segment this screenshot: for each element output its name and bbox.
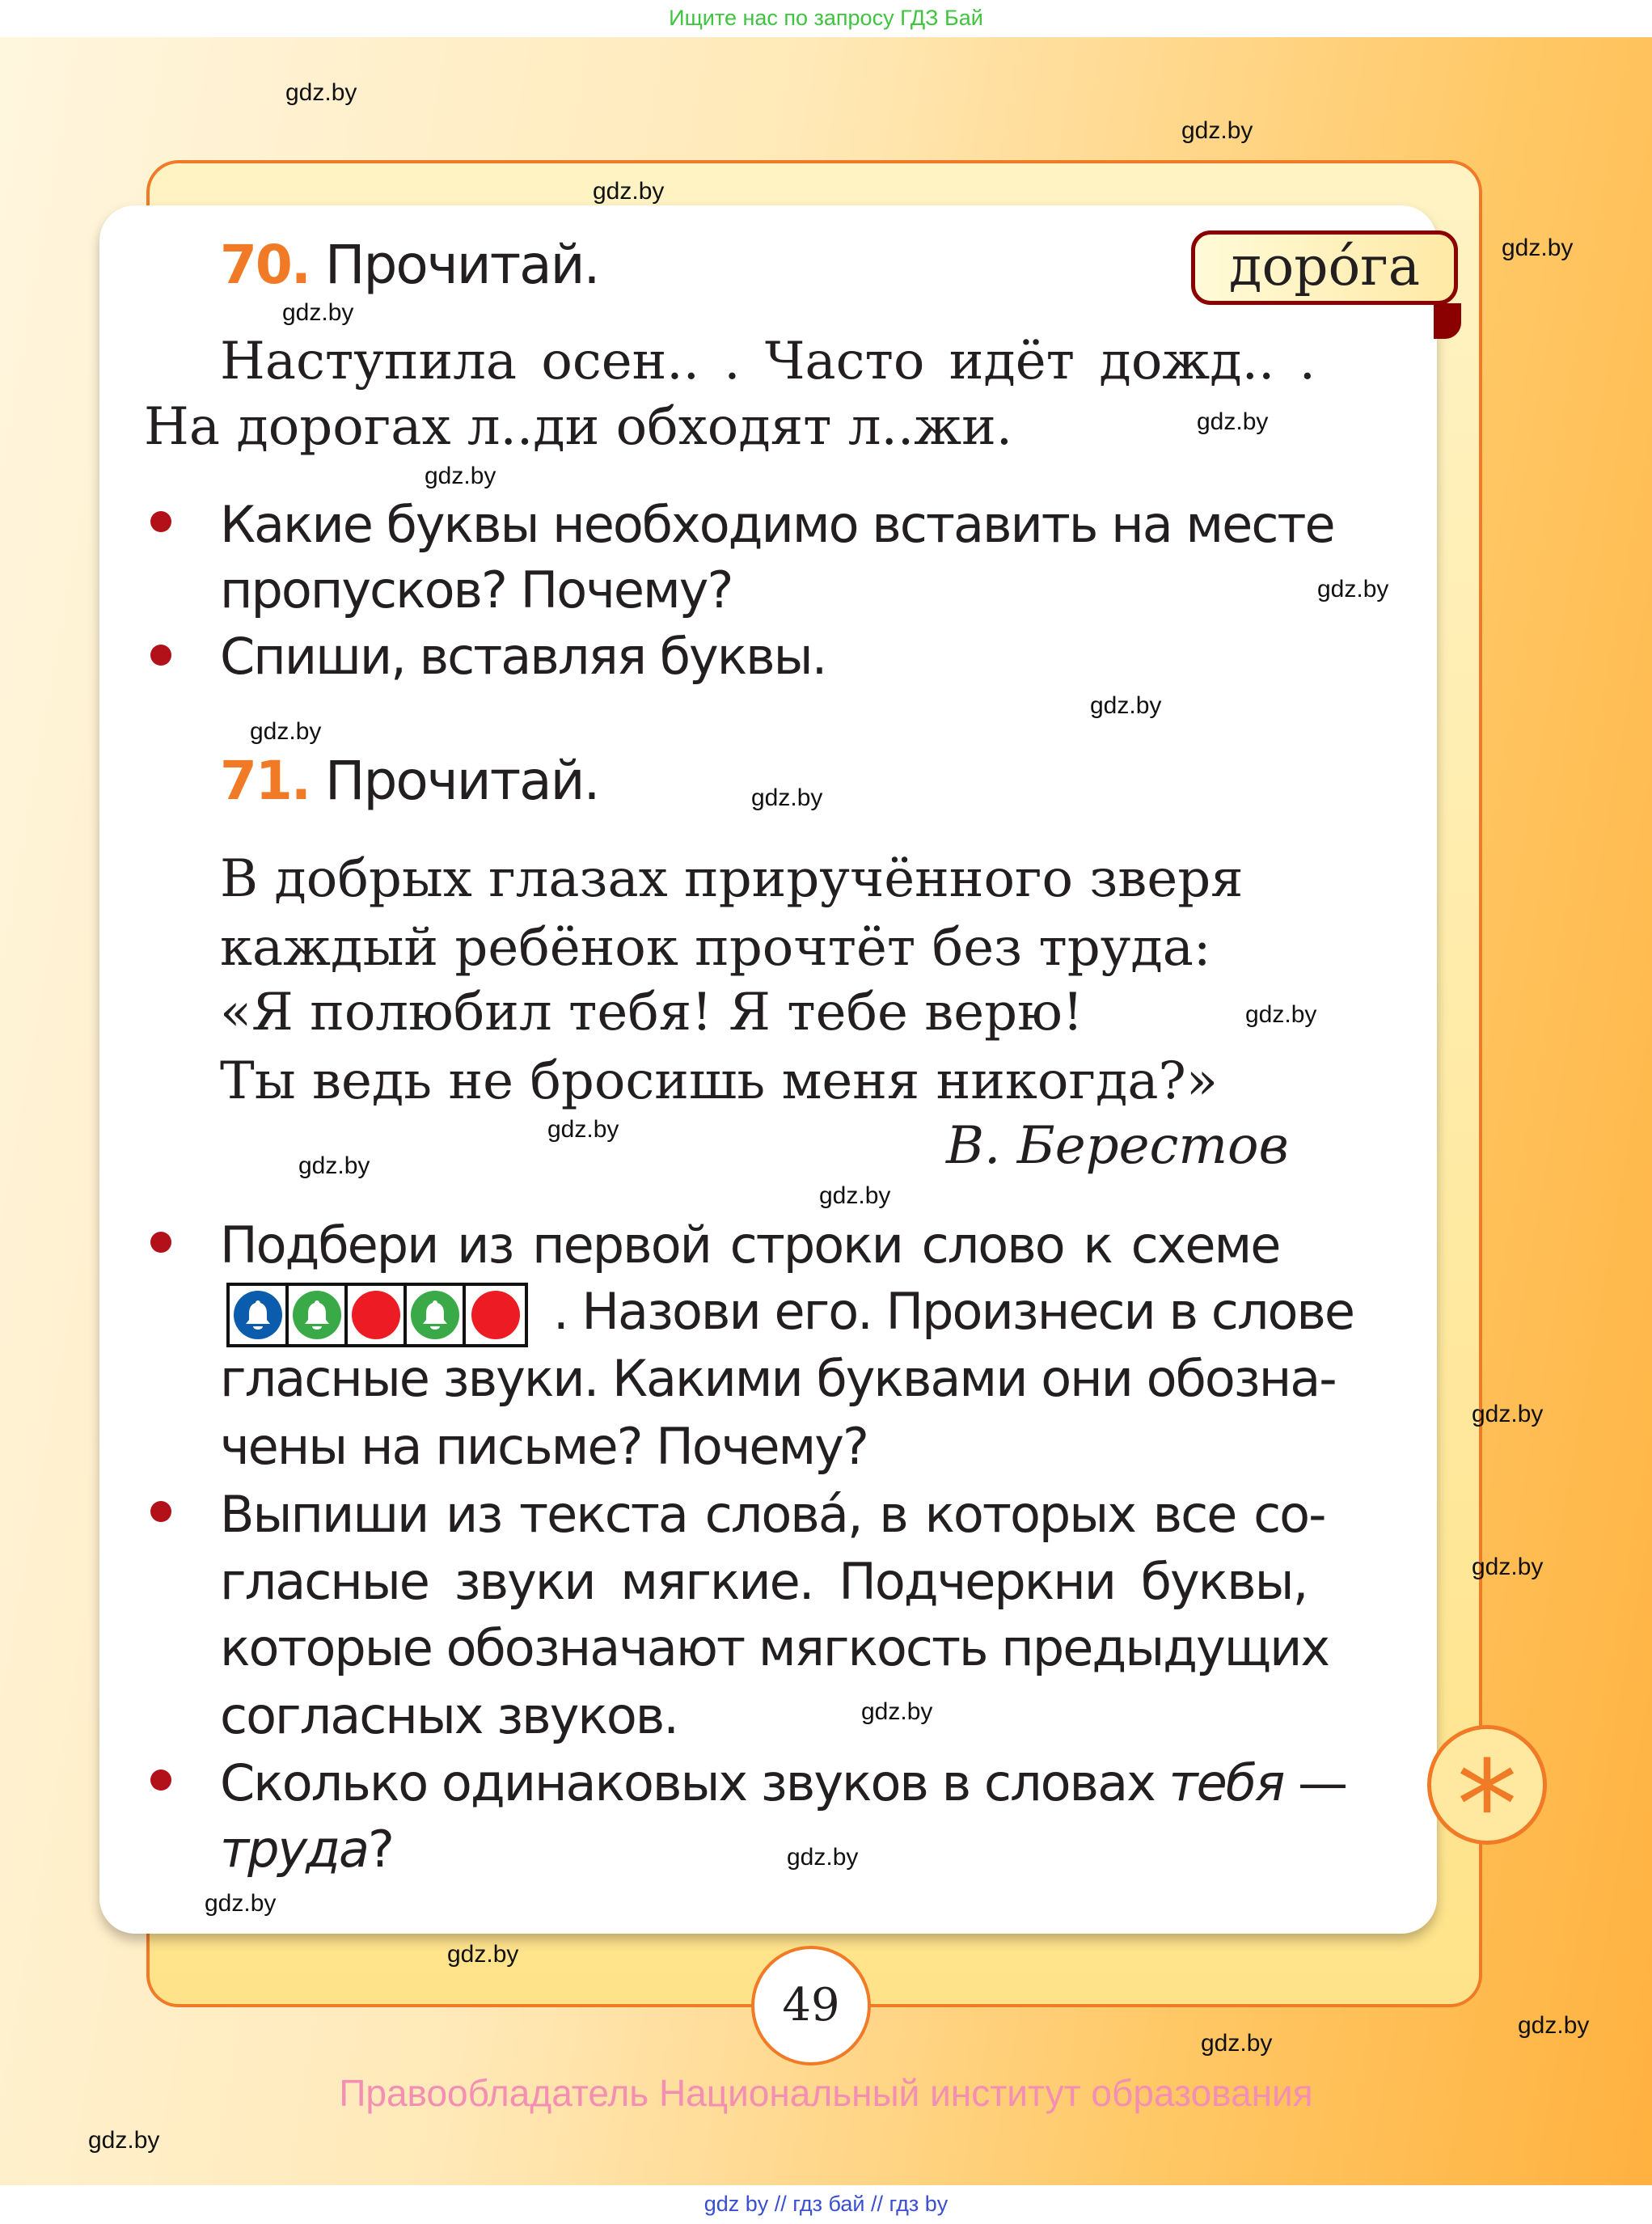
exercise-71-heading: [220, 749, 598, 814]
task-line: гласные звуки. Какими буквами они обозна-: [220, 1349, 1336, 1408]
watermark: gdz.by: [1201, 2030, 1273, 2057]
exercise-number: 71.: [220, 750, 310, 812]
text-line: Наступила осен.. . Часто идёт дожд.. .: [220, 332, 1316, 391]
task-text: Сколько одинаковых звуков в словах: [220, 1753, 1169, 1812]
poem-author: В. Берестов: [946, 1116, 1289, 1176]
task-line: которые обозначают мягкость предыдущих: [220, 1618, 1329, 1677]
watermark: gdz.by: [1472, 1401, 1544, 1427]
poem-line: «Я полюбил тебя! Я тебе верю!: [220, 983, 1084, 1042]
watermark: gdz.by: [1181, 117, 1253, 144]
task-line: Какие буквы необходимо вставить на месте: [220, 495, 1334, 554]
watermark: gdz.by: [1090, 692, 1162, 719]
poem-line: Ты ведь не бросишь меня никогда?»: [220, 1051, 1218, 1111]
task-line: пропусков? Почему?: [220, 560, 733, 619]
task-line: чены на письме? Почему?: [220, 1417, 868, 1476]
watermark: gdz.by: [593, 178, 665, 205]
task-text: ?: [368, 1820, 393, 1879]
watermark: gdz.by: [1197, 408, 1269, 435]
top-banner[interactable]: Ищите нас по запросу ГДЗ Бай: [0, 0, 1652, 37]
task-line: Спиши, вставляя буквы.: [220, 627, 826, 686]
task-line: Выпиши из текста слова́, в которых все со-: [220, 1485, 1325, 1544]
task-text: —: [1283, 1753, 1346, 1812]
vocabulary-word-badge: доро́га: [1191, 230, 1458, 305]
watermark: gdz.by: [547, 1116, 619, 1143]
asterisk-icon: *: [1427, 1725, 1547, 1845]
bullet-icon: [150, 1501, 171, 1522]
word-italic: труда: [220, 1820, 369, 1879]
word-italic: тебя: [1168, 1753, 1284, 1812]
watermark: gdz.by: [1317, 576, 1389, 603]
watermark: gdz.by: [447, 1941, 519, 1968]
watermark: gdz.by: [819, 1182, 891, 1209]
exercise-number: 70.: [220, 234, 310, 296]
bottom-banner[interactable]: gdz by // гдз бай // гдз by: [0, 2185, 1652, 2224]
bullet-icon: [150, 645, 171, 666]
consonant-dot: [352, 1291, 400, 1339]
watermark: gdz.by: [205, 1890, 277, 1917]
poem-line: В добрых глазах приручённого зверя: [220, 849, 1244, 909]
watermark: gdz.by: [250, 718, 322, 745]
watermark: gdz.by: [787, 1844, 859, 1871]
copyright-text: Правообладатель Национальный институт образования: [339, 2072, 1313, 2114]
watermark: gdz.by: [298, 1152, 370, 1179]
exercise-title: Прочитай.: [324, 750, 599, 812]
watermark: gdz.by: [88, 2127, 160, 2154]
consonant-dot: [471, 1291, 520, 1339]
bell-icon: [411, 1291, 459, 1339]
bullet-icon: [150, 1232, 171, 1253]
sound-scheme: [226, 1283, 528, 1347]
watermark: gdz.by: [1245, 1001, 1317, 1028]
text-line: На дорогах л..ди обходят л..жи.: [144, 397, 1013, 457]
watermark: gdz.by: [1518, 2012, 1590, 2039]
poem-line: каждый ребёнок прочтёт без труда:: [220, 918, 1211, 978]
page-number: 49: [751, 1946, 871, 2065]
watermark: gdz.by: [1502, 235, 1574, 261]
bullet-icon: [150, 1769, 171, 1791]
bullet-icon: [150, 511, 171, 532]
watermark: gdz.by: [861, 1698, 933, 1725]
exercise-70-heading: [220, 233, 598, 298]
bell-icon: [293, 1291, 341, 1339]
watermark: gdz.by: [751, 784, 823, 811]
exercise-title: Прочитай.: [324, 234, 599, 296]
task-line: Подбери из первой строки слово к схеме: [220, 1216, 1280, 1275]
task-line: [220, 1817, 393, 1882]
task-line: согласных звуков.: [220, 1686, 678, 1745]
watermark: gdz.by: [282, 299, 354, 326]
watermark: gdz.by: [1472, 1554, 1544, 1580]
task-line: [220, 1751, 1346, 1816]
watermark: gdz.by: [425, 463, 496, 489]
watermark: gdz.by: [285, 79, 357, 106]
bell-icon: [234, 1291, 282, 1339]
task-line: гласные звуки мягкие. Подчеркни буквы,: [220, 1552, 1308, 1611]
task-line: . Назови его. Произнеси в слове: [553, 1282, 1354, 1341]
